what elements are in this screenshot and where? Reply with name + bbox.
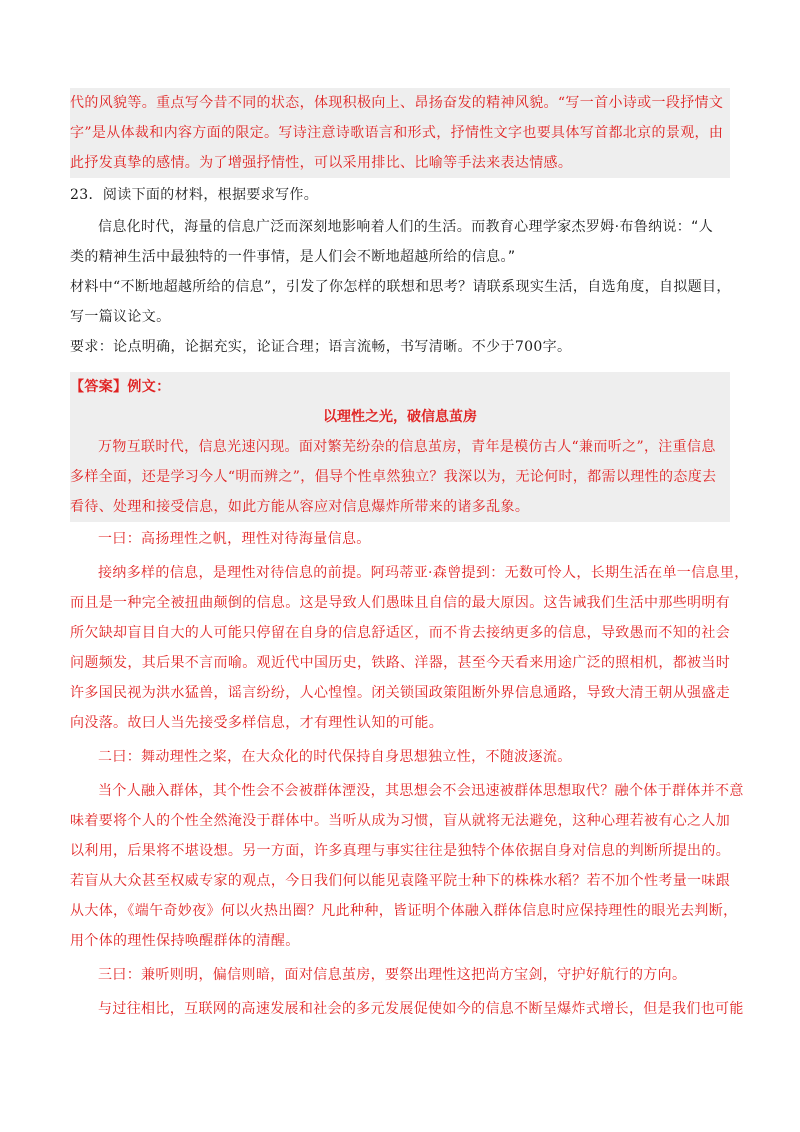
answer-tag: 【答案】: [70, 379, 128, 395]
essay-intro-line: 看待、处理和接受信息，如此方能从容应对信息爆炸所带来的诸多乱象。: [70, 499, 530, 515]
point-heading-2: 二曰：舞动理性之桨，在大众化的时代保持自身思想独立性，不随波逐流。: [98, 749, 572, 765]
para-line: 许多国民视为洪水猛兽，谣言纷纷，人心惶惶。闭关锁国政策阻断外界信息通路，导致大清王朝从强盛走: [70, 685, 731, 701]
para-line: 从大体，《端午奇妙夜》何以火热出圈？凡此种种，皆证明个体融入群体信息时应保持理性的眼光去判断，: [70, 903, 738, 919]
para-line: 问题频发，其后果不言而喻。观近代中国历史，铁路、洋器，甚至今天看来用途广泛的照相机，都被当时: [70, 655, 731, 671]
analysis-line: 代的风貌等。重点写今昔不同的状态，体现积极向上、昂扬奋发的精神风貌。“写一首小诗或一段抒情文: [70, 95, 724, 111]
para-line: 味着要将个人的个性全然淹没于群体中。当听从成为习惯，盲从就将无法避免，这种心理若被有心之人加: [70, 813, 731, 829]
para-line: 向没落。故曰人当先接受多样信息，才有理性认知的可能。: [70, 715, 444, 731]
para-line: 与过往相比，互联网的高速发展和社会的多元发展促使如今的信息不断呈爆炸式增长，但是我们也可能: [98, 1001, 744, 1017]
material-line: 信息化时代，海量的信息广泛而深刻地影响着人们的生活。而教育心理学家杰罗姆·布鲁纳说：“人: [98, 219, 714, 235]
prompt-line: 写一篇议论文。: [70, 309, 171, 325]
answer-block: [70, 372, 730, 522]
para-line: 当个人融入群体，其个性会不会被群体湮没，其思想会不会迅速被群体思想取代？融个体于群体并不意: [98, 783, 744, 799]
para-line: 接纳多样的信息，是理性对待信息的前提。阿玛蒂亚·森曾提到：无数可怜人，长期生活在单一信息里，: [98, 565, 749, 581]
para-line: 若盲从大众甚至权威专家的观点，今日我们何以能见袁隆平院士种下的株株水稻？若不加个性考量一味跟: [70, 873, 731, 889]
para-line: 以利用，后果将不堪设想。另一方面，许多真理与事实往往是独特个体依据自身对信息的判断所提出的。: [70, 843, 731, 859]
para-line: 所欠缺却盲目自大的人可能只停留在自身的信息舒适区，而不肯去接纳更多的信息，导致愚而不知的社会: [70, 625, 731, 641]
point-heading-1: 一曰：高扬理性之帆，理性对待海量信息。: [98, 531, 371, 547]
analysis-line: 此抒发真挚的感情。为了增强抒情性，可以采用排比、比喻等手法来表达情感。: [70, 155, 573, 171]
analysis-block: [70, 88, 730, 178]
answer-header: [70, 372, 730, 402]
para-line: 而且是一种完全被扭曲颠倒的信息。这是导致人们愚昧且自信的最大原因。这告诫我们生活中那些明明有: [70, 595, 731, 611]
question-block: [70, 180, 730, 362]
point-heading-3: 三曰：兼听则明，偏信则暗，面对信息茧房，要祭出理性这把尚方宝剑，守护好航行的方向。: [98, 967, 687, 983]
material-line: 类的精神生活中最独特的一件事情，是人们会不断地超越所给的信息。”: [70, 249, 516, 265]
essay-body: [70, 524, 749, 1024]
essay-intro-line: 多样全面，还是学习今人“明而辨之”，倡导个性卓然独立？我深以为，无论何时，都需以理性的态度去: [70, 469, 717, 485]
prompt-line: 材料中“不断地超越所给的信息”，引发了你怎样的联想和思考？请联系现实生活，自选角度，自拟题目，: [70, 279, 731, 295]
requirement: 要求：论点明确，论据充实，论证合理；语言流畅，书写清晰。不少于700字。: [70, 339, 572, 355]
analysis-line: 字”是从体裁和内容方面的限定。写诗注意诗歌语言和形式，抒情性文字也要具体写首都北京的景观，由: [70, 125, 724, 141]
essay-title: 以理性之光，破信息茧房: [323, 409, 477, 425]
answer-label: 例文：: [127, 379, 171, 395]
essay-intro-line: 万物互联时代，信息光速闪现。面对繁芜纷杂的信息茧房，青年是模仿古人“兼而听之”，注重信息: [98, 439, 716, 455]
para-line: 用个体的理性保持唤醒群体的清醒。: [70, 933, 300, 949]
question-number: 23．阅读下面的材料，根据要求写作。: [70, 187, 319, 203]
